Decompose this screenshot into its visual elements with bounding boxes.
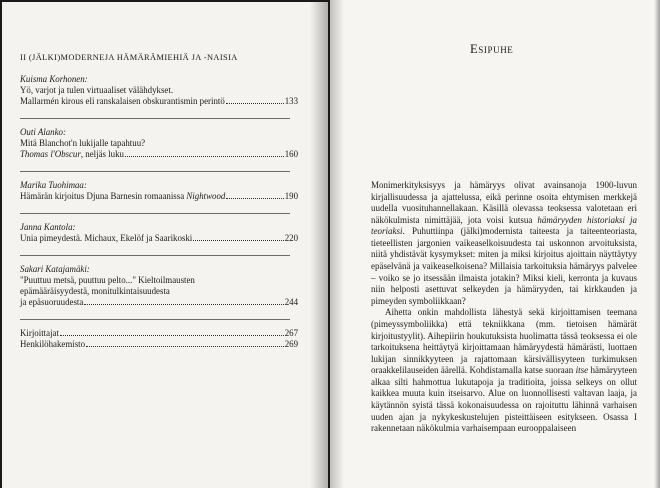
text-run: Monimerkityksisyys ja hämäryys olivat avainsanoja 1900-luvun kirjallisuudessa ja ajattelussa, eikä perinne osoita ehtymisen merkkejä uudella vuosituhannellakaan. Käsillä olevassa teoksessa valotetaan eri näkökulmista nimittäjää, jota voisi kutsua [371,180,637,225]
toc-page-number: 133 [284,96,298,106]
paragraph [371,180,637,307]
toc-page-number: 267 [284,328,298,338]
toc-title: Unia pimeydestä. Michaux, Ekelöf ja Saarikoski [20,233,193,243]
toc-author: Outi Alanko: [20,127,66,137]
toc-page-number: 160 [284,149,298,159]
toc-title-italic: Thomas l'Obscur [20,149,81,159]
toc-title: Yö, varjot ja tulen virtuaaliset välähdykset. [20,85,174,95]
text-run-italic: itse [575,365,589,376]
toc-title: ja epäsuoruudesta [20,297,84,307]
toc-line [20,191,298,202]
toc-line [20,149,298,160]
toc-title: Mitä Blanchot'n lukijalle tapahtuu? [20,138,146,148]
paragraph [371,307,637,434]
toc-author: Marika Tuohimaa: [20,180,87,190]
toc-line [20,233,298,244]
toc-title: Henkilöhakemisto [20,339,86,349]
toc-author: Janna Kantola: [20,222,76,232]
text-run: Aihetta onkin mahdollista lähestyä sekä kirjoittamisen teemana (pimeyssymboliikka) että tekniikkana (mm. tietoisen hämärät kirjoitustyylit). Aihepiirin houkutuksista huolimatta tässä teoksessa ei ole tarkoituksena heittäytyä kirjoittamaan hämäryydestä hämärästi, luottaen lukijan sinnikkyyteen ja rajattomaan kärsivällisyyteen turkimuksen oraakkelilauseiden äärellä. Kohdistamalla katse suoraan [371,307,637,376]
toc-line [20,96,298,107]
divider [20,319,290,320]
toc-entry [20,213,298,244]
gutter-shadow [310,2,328,488]
toc-page-number: 220 [284,233,298,243]
divider [20,255,290,256]
text-run-italic: hämäryyden historiaksi ja teoriaksi [371,214,637,237]
toc-title: Mallarmén kirous eli ranskalaisen obskurantismin perintö [20,96,225,106]
text-run: hämäryyteen alkaa silti hahmottua lukutapoja ja traditioita, joissa selkeys on ollut kaikkea muuta kuin itseisarvo. Alue on luonnollisesti valtavan laaja, ja käytännön syistä tässä kokonaisuudessa on rajoituttu lähinnä varhaisen uuden ajan ja nykykeskustelujen pisteittäiseen esitykseen. Osassa I rakennetaan näkökulmia varhaisempaan eurooppalaiseen [371,365,637,434]
toc-page-number: 269 [284,339,298,349]
toc-author: Kuisma Korhonen: [20,74,88,84]
dot-leader [84,295,283,305]
divider [20,118,290,119]
dot-leader [86,337,284,347]
toc-title: Kirjoittajat [20,328,59,338]
toc-title [20,191,225,202]
toc-title: "Puuttuu metsä, puuttuu pelto..." Kieltoilmausten [20,275,195,285]
toc-line [20,297,298,308]
toc-entry [20,171,298,202]
section-heading: II (JÄLKI)MODERNEJA HÄMÄRÄMIEHIÄ JA -NAISIA [20,53,238,62]
toc-entry [20,118,298,160]
preface-text [371,180,637,435]
dot-leader [226,94,284,104]
dot-leader [60,326,284,336]
dot-leader [125,147,284,157]
toc-title [20,149,124,160]
toc-author: Sakari Katajamäki: [20,264,90,274]
toc-entry [20,255,298,308]
toc-page-number: 244 [284,297,298,307]
toc-title-rest: , neljäs luku [80,149,124,159]
divider [20,171,290,172]
table-of-contents [20,52,298,361]
toc-line [20,275,298,286]
toc-entry [20,319,298,350]
text-run: . Puhuttiinpa (jälki)modernista taiteesta ja taiteenteoriasta, tieteellisten jargonien vaikeaselkoisuudesta tai uskonnon arvoituksista, niitä yhdistävät kysymykset: miten ja miksi kirjoitus ajoittain näyttäytyy epäselvänä ja vaikeaselkoisena? Millaisia tarkoituksia hämäryys palvelee – voiko se jo itsessään ilmaista jotakin? Miksi kieli, kerronta ja kuvaus niin helposti asettuvat selkeyden ja hämäryyden, tai kirkkauden ja pimeyden symboliikkaan? [371,226,637,306]
toc-line [20,339,298,350]
toc-title-italic: Nightwood [186,191,226,201]
page-edge-shadow [654,0,660,488]
dot-leader [193,231,283,241]
toc-title: epämääräisyydestä, monitulkintaisuudesta [20,286,170,296]
divider [20,213,290,214]
toc-page-number: 190 [284,191,298,201]
gutter-shadow [330,0,344,488]
toc-title-rest: Hämärän kirjoitus Djuna Barnesin romaanissa [20,191,187,201]
toc-entry [20,74,298,107]
dot-leader [226,189,283,199]
chapter-title: Esipuhe [470,42,514,56]
